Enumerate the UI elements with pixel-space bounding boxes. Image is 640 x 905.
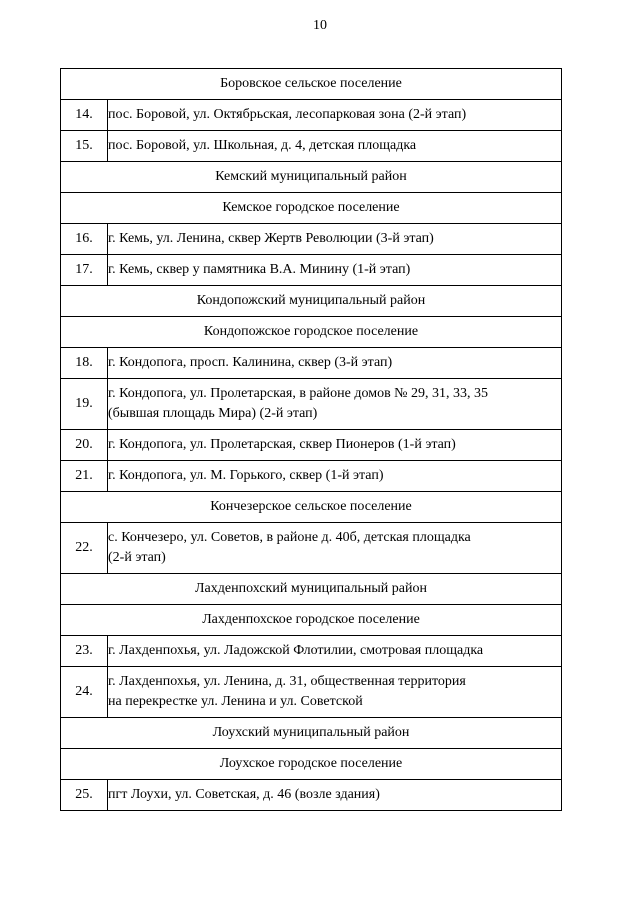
section-header: Лахденпохское городское поселение xyxy=(61,605,562,636)
section-header: Кончезерское сельское поселение xyxy=(61,492,562,523)
description-line: г. Кондопога, ул. Пролетарская, сквер Пионеров (1-й этап) xyxy=(108,437,456,452)
description-line: (2-й этап) xyxy=(108,550,166,565)
row-description xyxy=(108,131,562,162)
table-row xyxy=(61,461,562,492)
section-header-row xyxy=(61,492,562,523)
row-description xyxy=(108,780,562,811)
description-line: (бывшая площадь Мира) (2-й этап) xyxy=(108,406,318,421)
row-number: 15. xyxy=(61,131,108,162)
section-header: Кемское городское поселение xyxy=(61,193,562,224)
table-row xyxy=(61,523,562,574)
description-line: г. Кондопога, ул. М. Горького, сквер (1-й этап) xyxy=(108,468,384,483)
table-row xyxy=(61,255,562,286)
row-description xyxy=(108,255,562,286)
description-line: пос. Боровой, ул. Школьная, д. 4, детская площадка xyxy=(108,138,417,153)
row-number: 17. xyxy=(61,255,108,286)
section-header: Лоухский муниципальный район xyxy=(61,718,562,749)
table-row xyxy=(61,780,562,811)
territory-table xyxy=(60,68,562,811)
row-description xyxy=(108,379,562,430)
description-line: г. Кондопога, ул. Пролетарская, в районе домов № 29, 31, 33, 35 xyxy=(108,386,489,401)
table-row xyxy=(61,379,562,430)
row-number: 23. xyxy=(61,636,108,667)
section-header: Лоухское городское поселение xyxy=(61,749,562,780)
row-description xyxy=(108,348,562,379)
row-number: 21. xyxy=(61,461,108,492)
table-row xyxy=(61,100,562,131)
row-description xyxy=(108,430,562,461)
row-description xyxy=(108,224,562,255)
table-row xyxy=(61,131,562,162)
row-number: 20. xyxy=(61,430,108,461)
section-header-row xyxy=(61,718,562,749)
row-number: 24. xyxy=(61,667,108,718)
row-number: 22. xyxy=(61,523,108,574)
row-description xyxy=(108,523,562,574)
description-line: г. Кемь, сквер у памятника В.А. Минину (1-й этап) xyxy=(108,262,411,277)
description-line: г. Лахденпохья, ул. Ленина, д. 31, общественная территория xyxy=(108,674,466,689)
section-header: Боровское сельское поселение xyxy=(61,69,562,100)
section-header-row xyxy=(61,749,562,780)
section-header-row xyxy=(61,193,562,224)
row-description xyxy=(108,100,562,131)
section-header: Лахденпохский муниципальный район xyxy=(61,574,562,605)
section-header-row xyxy=(61,286,562,317)
table-row xyxy=(61,636,562,667)
description-line: пгт Лоухи, ул. Советская, д. 46 (возле здания) xyxy=(108,787,380,802)
table-row xyxy=(61,667,562,718)
row-number: 19. xyxy=(61,379,108,430)
page-number: 10 xyxy=(313,18,327,33)
description-line: г. Лахденпохья, ул. Ладожской Флотилии, смотровая площадка xyxy=(108,643,484,658)
table-row xyxy=(61,430,562,461)
row-number: 14. xyxy=(61,100,108,131)
table-row xyxy=(61,348,562,379)
section-header-row xyxy=(61,605,562,636)
table-body xyxy=(61,69,562,811)
description-line: с. Кончезеро, ул. Советов, в районе д. 40б, детская площадка xyxy=(108,530,471,545)
section-header-row xyxy=(61,162,562,193)
description-line: г. Кемь, ул. Ленина, сквер Жертв Революции (3-й этап) xyxy=(108,231,434,246)
row-description xyxy=(108,461,562,492)
description-line: г. Кондопога, просп. Калинина, сквер (3-й этап) xyxy=(108,355,393,370)
row-number: 25. xyxy=(61,780,108,811)
table-row xyxy=(61,224,562,255)
row-number: 16. xyxy=(61,224,108,255)
description-line: на перекрестке ул. Ленина и ул. Советской xyxy=(108,694,363,709)
row-number: 18. xyxy=(61,348,108,379)
section-header: Кондопожское городское поселение xyxy=(61,317,562,348)
row-description xyxy=(108,667,562,718)
section-header-row xyxy=(61,69,562,100)
section-header-row xyxy=(61,317,562,348)
section-header: Кемский муниципальный район xyxy=(61,162,562,193)
section-header: Кондопожский муниципальный район xyxy=(61,286,562,317)
section-header-row xyxy=(61,574,562,605)
description-line: пос. Боровой, ул. Октябрьская, лесопарковая зона (2-й этап) xyxy=(108,107,467,122)
row-description xyxy=(108,636,562,667)
